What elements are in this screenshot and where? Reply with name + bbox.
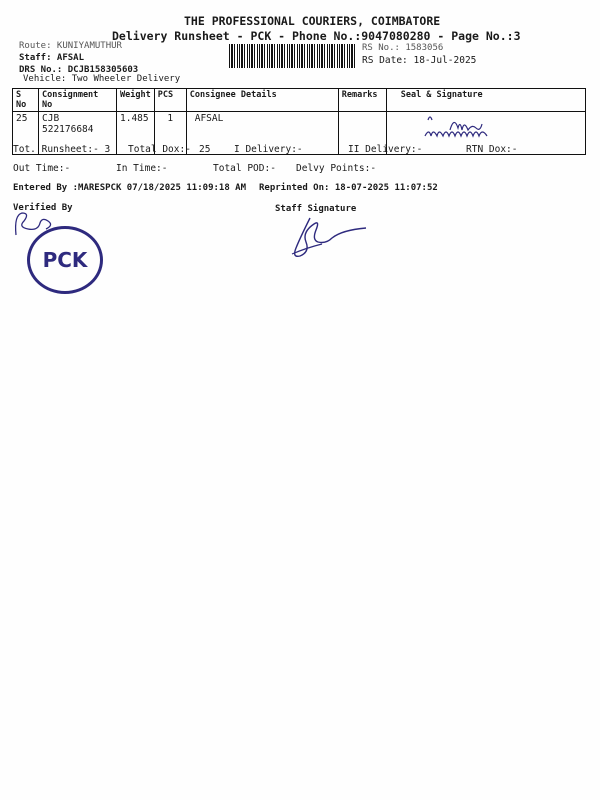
- company-title: THE PROFESSIONAL COURIERS, COIMBATORE: [184, 14, 441, 28]
- rs-number: RS No.: 1583056: [362, 43, 444, 53]
- total-dox-label: Total Dox:-: [128, 144, 191, 155]
- rs-date: RS Date: 18-Jul-2025: [362, 55, 477, 66]
- handwritten-signature-seal: [420, 108, 530, 146]
- col-header-pcs: PCS: [154, 89, 186, 112]
- ii-delivery: II Delivery:-: [348, 144, 423, 155]
- col-header-sno: S No: [13, 89, 39, 112]
- cell-pcs: 1: [154, 112, 186, 155]
- cell-consignee: AFSAL: [186, 112, 338, 155]
- reprinted-on: Reprinted On: 18-07-2025 11:07:52: [259, 183, 438, 193]
- runsheet-subtitle: Delivery Runsheet - PCK - Phone No.:9047080280 - Page No.:3: [112, 29, 521, 43]
- rtn-dox: RTN Dox:-: [466, 144, 518, 155]
- cell-sno: 25: [13, 112, 39, 155]
- barcode-image: [229, 44, 357, 68]
- in-time: In Time:-: [116, 163, 168, 174]
- entered-by: Entered By :MARESPCK 07/18/2025 11:09:18 AM: [13, 183, 246, 193]
- out-time: Out Time:-: [13, 163, 71, 174]
- tot-runsheet: Tot. Runsheet:- 3: [13, 144, 111, 155]
- pck-stamp: [27, 226, 103, 294]
- i-delivery: I Delivery:-: [234, 144, 303, 155]
- col-header-remarks: Remarks: [338, 89, 386, 112]
- cell-consignment: CJB 522176684: [39, 112, 117, 155]
- vehicle-label: Vehicle: Two Wheeler Delivery: [23, 74, 181, 84]
- delvy-points: Delvy Points:-: [296, 163, 377, 174]
- col-header-weight: Weight: [117, 89, 155, 112]
- route-label: Route: KUNIYAMUTHUR: [19, 41, 122, 51]
- col-header-seal: Seal & Signature: [386, 89, 585, 112]
- cell-weight: 1.485: [117, 112, 155, 155]
- col-header-consignee: Consignee Details: [186, 89, 338, 112]
- total-dox-value: 25: [199, 144, 211, 155]
- stamp-text: PCK: [42, 248, 88, 272]
- staff-signature: [286, 214, 372, 260]
- staff-label: Staff: AFSAL: [19, 53, 85, 63]
- col-header-consignment: Consignment No: [39, 89, 117, 112]
- total-pod: Total POD:-: [213, 163, 276, 174]
- staff-signature-label: Staff Signature: [275, 204, 357, 214]
- drs-number: DRS No.: DCJB158305603: [19, 65, 139, 75]
- verified-by-label: Verified By: [13, 203, 73, 213]
